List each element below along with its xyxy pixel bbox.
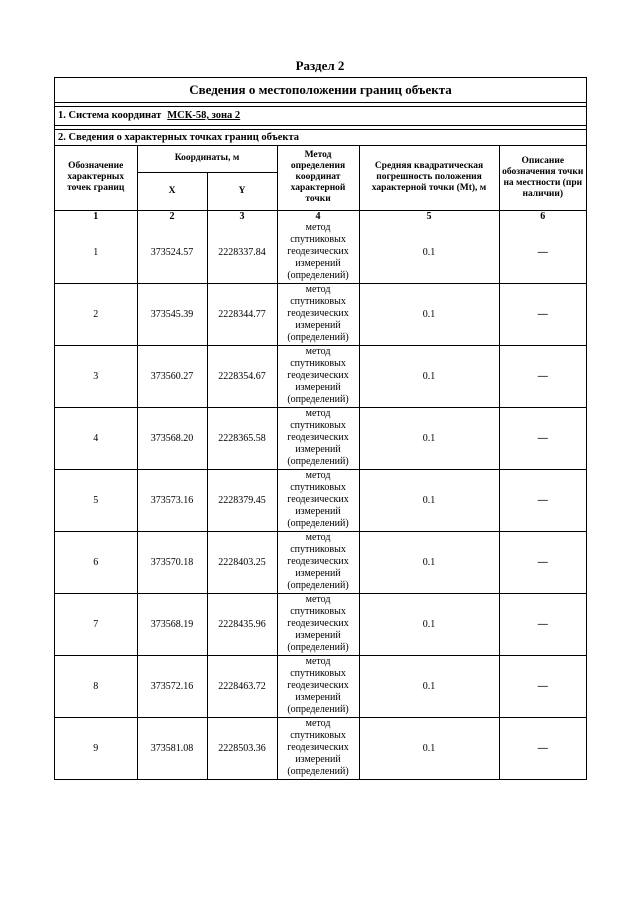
- point-designation: 2: [55, 283, 137, 345]
- coordinate-x: 373570.18: [137, 531, 207, 593]
- table-row: [55, 222, 586, 284]
- point-designation: 5: [55, 469, 137, 531]
- coordinate-x: 373560.27: [137, 345, 207, 407]
- method-cell: метод спутниковых геодезических измерений (определений): [277, 407, 359, 469]
- table-row: [55, 283, 586, 345]
- column-number: 6: [499, 210, 586, 222]
- point-designation: 9: [55, 717, 137, 779]
- accuracy-cell: 0.1: [359, 222, 499, 284]
- coordinate-x: 373572.16: [137, 655, 207, 717]
- coordinate-y: 2228435.96: [207, 593, 277, 655]
- method-cell: метод спутниковых геодезических измерений (определений): [277, 717, 359, 779]
- accuracy-cell: 0.1: [359, 655, 499, 717]
- method-cell: метод спутниковых геодезических измерений (определений): [277, 655, 359, 717]
- description-cell: —: [499, 407, 586, 469]
- table-row: [55, 469, 586, 531]
- accuracy-cell: 0.1: [359, 531, 499, 593]
- header-y: Y: [207, 172, 277, 210]
- coordinate-x: 373568.20: [137, 407, 207, 469]
- header-accuracy: Средняя квадратическая погрешность положения характерной точки (Mt), м: [359, 146, 499, 210]
- method-cell: метод спутниковых геодезических измерений (определений): [277, 469, 359, 531]
- column-number: 5: [359, 210, 499, 222]
- accuracy-cell: 0.1: [359, 407, 499, 469]
- coordinate-y: 2228344.77: [207, 283, 277, 345]
- column-number: 3: [207, 210, 277, 222]
- point-designation: 8: [55, 655, 137, 717]
- method-cell: метод спутниковых геодезических измерений (определений): [277, 593, 359, 655]
- table-row: [55, 655, 586, 717]
- coordinate-y: 2228365.58: [207, 407, 277, 469]
- coordinate-y: 2228354.67: [207, 345, 277, 407]
- section-title: Раздел 2: [295, 58, 345, 73]
- accuracy-cell: 0.1: [359, 345, 499, 407]
- accuracy-cell: 0.1: [359, 283, 499, 345]
- boundary-info-frame: [54, 77, 587, 780]
- table-row: [55, 531, 586, 593]
- point-designation: 7: [55, 593, 137, 655]
- description-cell: —: [499, 469, 586, 531]
- description-cell: —: [499, 655, 586, 717]
- column-number: 1: [55, 210, 137, 222]
- accuracy-cell: 0.1: [359, 469, 499, 531]
- coordinate-x: 373568.19: [137, 593, 207, 655]
- table-row: [55, 593, 586, 655]
- main-title: Сведения о местоположении границ объекта: [55, 78, 586, 103]
- point-designation: 3: [55, 345, 137, 407]
- description-cell: —: [499, 345, 586, 407]
- header-coordinates: Координаты, м: [137, 146, 277, 172]
- header-designation: Обозначение характерных точек границ: [55, 146, 137, 210]
- coordinate-system-label: 1. Система координат: [58, 110, 162, 121]
- accuracy-cell: 0.1: [359, 717, 499, 779]
- table-row: [55, 717, 586, 779]
- table-row: [55, 345, 586, 407]
- coordinate-x: 373573.16: [137, 469, 207, 531]
- method-cell: метод спутниковых геодезических измерений (определений): [277, 283, 359, 345]
- column-number: 2: [137, 210, 207, 222]
- description-cell: —: [499, 593, 586, 655]
- coordinate-y: 2228463.72: [207, 655, 277, 717]
- coordinate-x: 373581.08: [137, 717, 207, 779]
- coordinate-system-value: МСК-58, зона 2: [167, 110, 241, 121]
- method-cell: метод спутниковых геодезических измерений (определений): [277, 222, 359, 284]
- coordinate-x: 373524.57: [137, 222, 207, 284]
- coordinate-y: 2228379.45: [207, 469, 277, 531]
- coordinate-system-line: [55, 107, 586, 126]
- description-cell: —: [499, 283, 586, 345]
- table-row: [55, 407, 586, 469]
- point-designation: 6: [55, 531, 137, 593]
- point-designation: 4: [55, 407, 137, 469]
- coordinate-y: 2228337.84: [207, 222, 277, 284]
- point-designation: 1: [55, 222, 137, 284]
- points-section-title: 2. Сведения о характерных точках границ объекта: [55, 130, 586, 146]
- coordinate-y: 2228403.25: [207, 531, 277, 593]
- coordinate-x: 373545.39: [137, 283, 207, 345]
- header-method: Метод определения координат характерной точки: [277, 146, 359, 210]
- method-cell: метод спутниковых геодезических измерений (определений): [277, 531, 359, 593]
- description-cell: —: [499, 531, 586, 593]
- coordinate-y: 2228503.36: [207, 717, 277, 779]
- description-cell: —: [499, 222, 586, 284]
- header-description: Описание обозначения точки на местности (при наличии): [499, 146, 586, 210]
- header-x: X: [137, 172, 207, 210]
- description-cell: —: [499, 717, 586, 779]
- method-cell: метод спутниковых геодезических измерений (определений): [277, 345, 359, 407]
- accuracy-cell: 0.1: [359, 593, 499, 655]
- boundary-points-table: [55, 146, 586, 779]
- column-number: 4: [277, 210, 359, 222]
